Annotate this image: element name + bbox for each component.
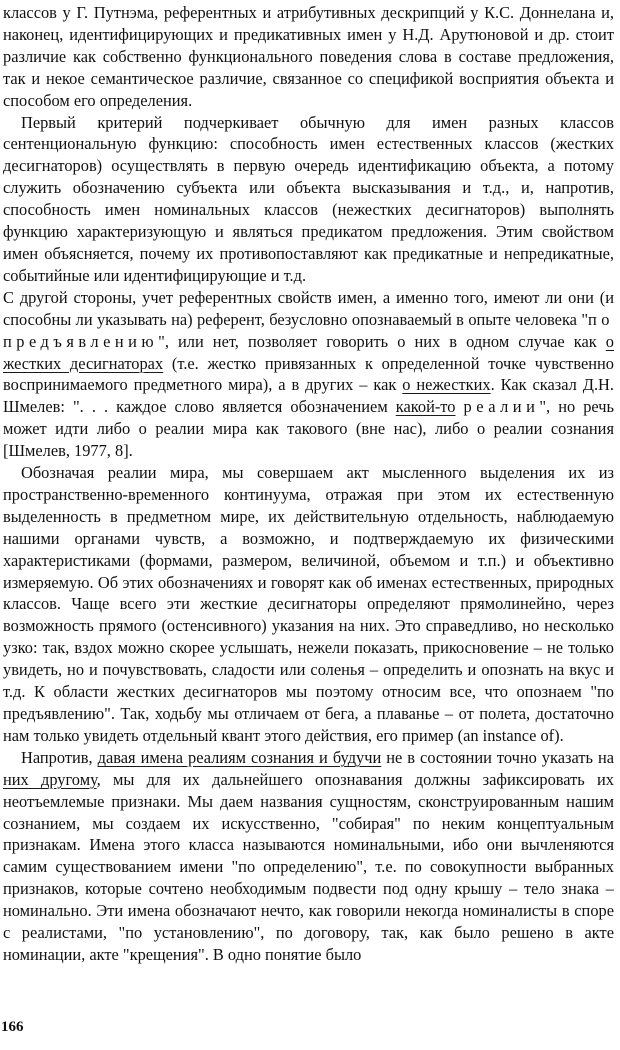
handwritten-underline: о нежестких [402, 375, 491, 395]
text-run: , мы для их дальнейшего опознавания должны зафиксировать их неотъемлемые признаки. Мы даем названия сущностям, сконструированным нашим сознанием, мы создаем их искусственно, "собирая" по неким концептуальным признакам. Имена этого класса называются номинальными, ибо они вычленяются самим существованием имени "по определению", т.е. по совокупности выбранных признаков, которые сочтено необходимым подвести под одну крышу – тело знака – номинально. Эти имена обозначают нечто, как говорили некогда номиналисты в споре с реалистами, "по установлению", по договору, так, как было решено в акте номинации, акте "крещения". В одно понятие было [3, 769, 614, 964]
text-run: . Как сказал Д.Н. Шмелев: ". . . каждое слово является обозначением [3, 375, 614, 417]
spaced-emphasis: реалии [463, 397, 540, 417]
text-run: Обозначая реалии мира, мы совершаем акт мысленного выделения их из пространственно-временного континуума, отражая при этом их естественную выделенность в предметном мире, их действительную отдельность, наблюдаемую нашими органами чувств, а возможно, и подтверждаемую их физическими характеристиками (формами, размером, величиной, объемом и т.п.) и объективно измеряемую. Об этих обозначениях и говорят как об именах естественных, природных классов. Чаще всего эти жесткие десигнаторы определяют прямолинейно, через возможность прямого (остенсивного) указания на них. Это справедливо, но несколько узко: так, вздох можно скорее услышать, нежели показать, прикосновение – не только увидеть, но и почувствовать, сладости или соленья – определить и опознать на вкус и т.д. К области жестких десигнаторов мы поэтому относим все, что опознаем "по предъявлению". Так, ходьбу мы отличаем от бега, а плаванье – от полета, достаточно нам только увидеть отдельный квант этого действия, его пример (an instance of). [3, 463, 614, 745]
text-run [455, 397, 463, 416]
handwritten-underline: них другому [3, 769, 97, 789]
paragraph [3, 287, 614, 462]
text-run: Напротив, [21, 747, 98, 767]
text-run: (т.е. жестко привязанных к определенной точке чувственно воспринимаемого предметного мира), а в других – как [3, 353, 614, 395]
paragraph [3, 112, 614, 287]
text-run: не в состоянии точно указать на [381, 747, 614, 767]
page-number: 166 [1, 1019, 24, 1035]
text-run: С другой стороны, учет референтных свойств имен, а именно того, имеют ли они (и способны ли указывать на) референт, безусловно опознаваемый в опыте человека " [3, 287, 614, 329]
handwritten-underline: давая имена реалиям сознания и будучи [97, 747, 382, 767]
text-run: ", или нет, позволяет говорить о них в одном случае как [158, 331, 606, 351]
spaced-emphasis: по предъявлению [3, 309, 614, 351]
handwritten-underline: какой-то [395, 397, 456, 417]
text-run: Первый критерий подчеркивает обычную для имен разных классов сентенциональную функцию: способность имен естественных классов (жестких десигнаторов) осуществлять в первую очередь идентификацию объекта, а потому служить обозначению субъекта или объекта высказывания и т.д., и, напротив, способность имен номинальных классов (нежестких десигнаторов) выполнять функцию характеризующую и являться предикатом предложения. Этим свойством имен объясняется, почему их противопоставляют как предикатные и непредикатные, событийные или идентифицирующие и т.д. [3, 112, 614, 285]
handwritten-underline: о жестких десигнаторах [3, 331, 614, 373]
text-run: классов у Г. Путнэма, референтных и атрибутивных дескрипций у К.С. Доннелана и, наконец, идентифицирующих и предикативных имен у Н.Д. Арутюновой и др. стоит различие как собственно функционального поведения слова в составе предложения, так и некое семантическое различие, связанное со спецификой восприятия объекта и способом его определения. [3, 3, 614, 110]
paragraph [3, 462, 614, 747]
document-page [3, 2, 614, 1046]
paragraph [3, 747, 614, 966]
paragraph [3, 2, 614, 112]
text-run: ", но речь может идти либо о реалии мира как такового (вне нас), либо о реалии сознания [Шмелев, 1977, 8]. [3, 397, 615, 461]
